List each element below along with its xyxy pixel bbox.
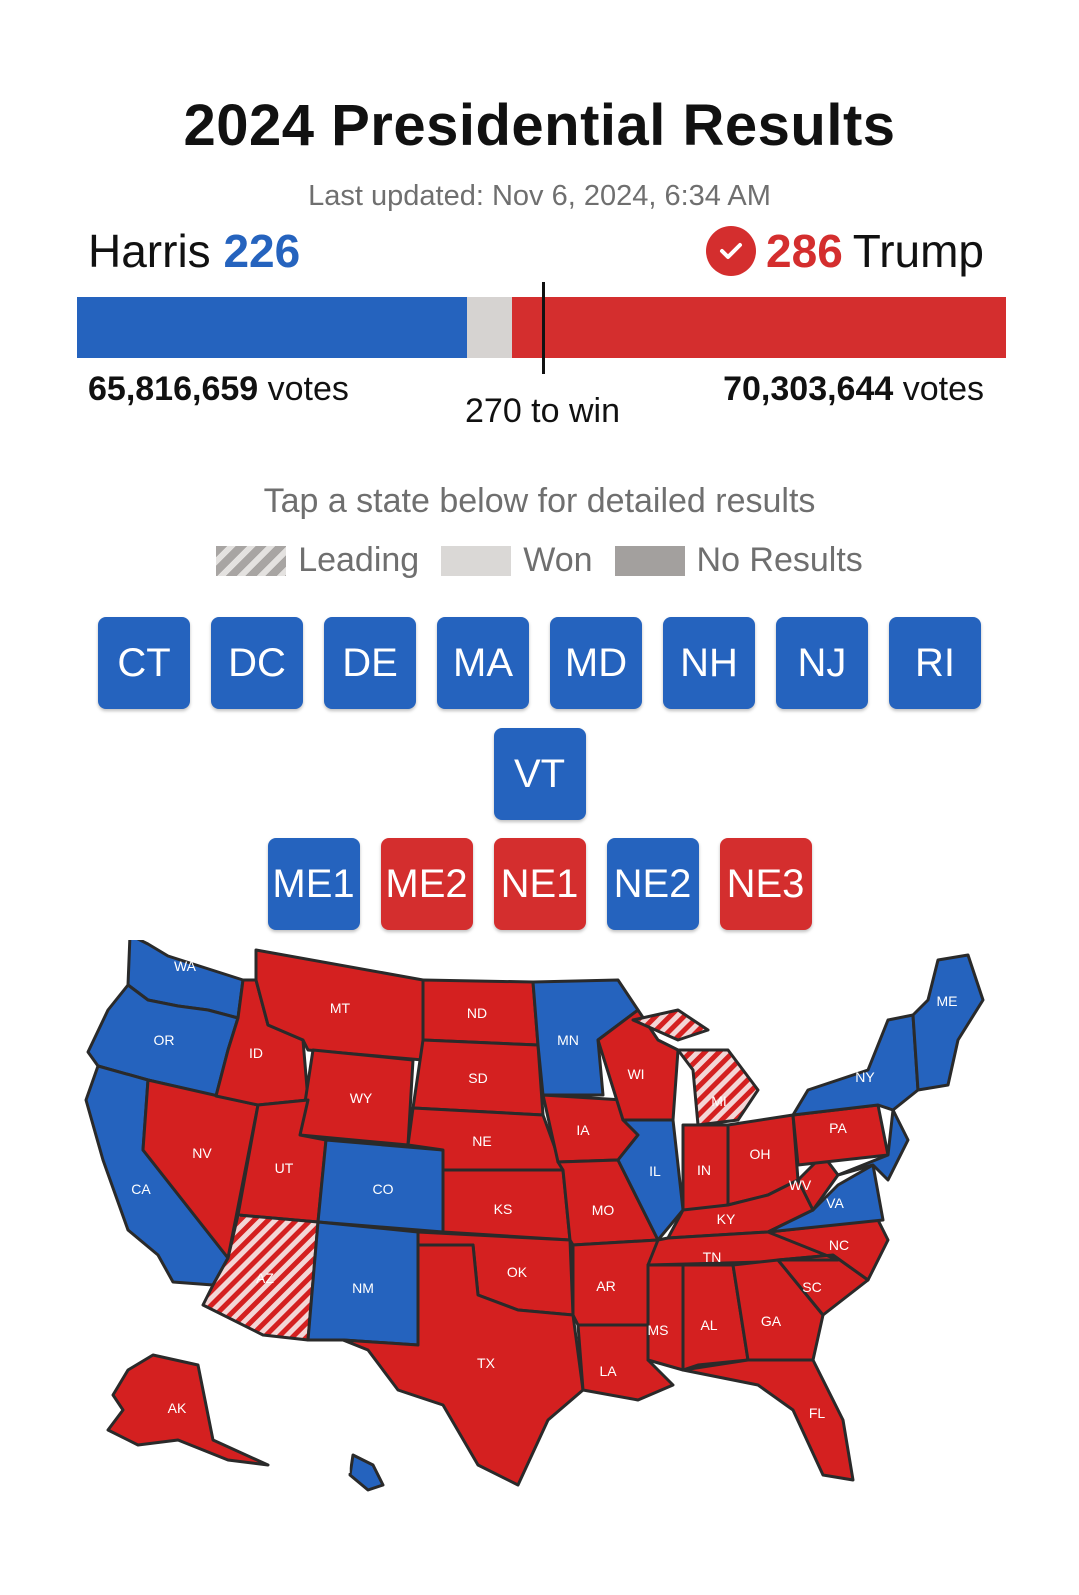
map-label-id: ID	[249, 1045, 263, 1061]
state-button-nj[interactable]: NJ	[776, 617, 868, 709]
won-swatch	[441, 546, 511, 576]
state-button-ct[interactable]: CT	[98, 617, 190, 709]
map-label-ny: NY	[855, 1069, 875, 1085]
legend-no-results-label: No Results	[696, 541, 863, 579]
district-button-ne3[interactable]: NE3	[720, 838, 812, 930]
map-label-nc: NC	[828, 1237, 850, 1253]
legend-leading-label: Leading	[298, 541, 420, 579]
map-label-sc: SC	[802, 1279, 822, 1295]
trump-votes-count: 70,303,644	[723, 370, 894, 408]
map-label-me: ME	[936, 993, 958, 1009]
map-label-fl: FL	[808, 1405, 826, 1421]
district-button-me1[interactable]: ME1	[268, 838, 360, 930]
to-win-label: 270 to win	[465, 392, 620, 430]
trump-votes-suffix: votes	[902, 370, 984, 408]
map-label-ia: IA	[576, 1122, 590, 1138]
map-label-ga: GA	[760, 1313, 782, 1329]
us-map	[78, 940, 988, 1500]
map-label-al: AL	[700, 1317, 718, 1333]
map-label-nd: ND	[466, 1005, 488, 1021]
leading-swatch	[216, 546, 286, 576]
instruction-text: Tap a state below for detailed results	[263, 482, 816, 520]
state-button-ma[interactable]: MA	[437, 617, 529, 709]
district-button-me2[interactable]: ME2	[381, 838, 473, 930]
harris-summary	[88, 224, 300, 278]
map-label-ne: NE	[472, 1133, 492, 1149]
state-button-vt[interactable]: VT	[494, 728, 586, 820]
map-label-ut: UT	[274, 1160, 294, 1176]
state-button-nh[interactable]: NH	[663, 617, 755, 709]
map-label-wi: WI	[627, 1066, 645, 1082]
harris-bar-segment	[77, 297, 467, 358]
map-label-nv: NV	[192, 1145, 212, 1161]
harris-electoral-votes: 226	[223, 225, 301, 277]
map-label-va: VA	[826, 1195, 844, 1211]
check-icon	[706, 226, 756, 276]
no-results-swatch	[615, 546, 685, 576]
legend-leading	[216, 541, 419, 580]
map-label-ok: OK	[506, 1264, 528, 1280]
legend-won	[441, 541, 592, 580]
state-button-dc[interactable]: DC	[211, 617, 303, 709]
small-states-row-1	[0, 617, 1079, 709]
state-ms[interactable]	[648, 1265, 683, 1370]
map-label-tx: TX	[477, 1355, 495, 1371]
last-updated: Last updated: Nov 6, 2024, 6:34 AM	[308, 180, 771, 212]
legend-won-label: Won	[523, 541, 593, 579]
map-label-ak: AK	[167, 1400, 187, 1416]
trump-electoral-votes: 286	[766, 225, 843, 277]
district-button-ne1[interactable]: NE1	[494, 838, 586, 930]
map-label-co: CO	[372, 1181, 394, 1197]
map-label-hi: HI	[337, 1460, 351, 1476]
trump-name: Trump	[852, 225, 984, 277]
map-label-wv: WV	[788, 1177, 812, 1193]
state-button-de[interactable]: DE	[324, 617, 416, 709]
legend	[0, 541, 1079, 580]
map-label-mi: MI	[711, 1093, 727, 1109]
map-label-la: LA	[599, 1363, 617, 1379]
small-states-row-2	[0, 728, 1079, 820]
map-label-ks: KS	[493, 1201, 513, 1217]
map-label-in: IN	[697, 1162, 711, 1178]
map-label-wa: WA	[173, 958, 197, 974]
page-title: 2024 Presidential Results	[183, 93, 896, 158]
map-label-mn: MN	[557, 1032, 579, 1048]
state-fl[interactable]	[683, 1360, 853, 1480]
map-label-ms: MS	[647, 1322, 669, 1338]
state-ak[interactable]	[108, 1355, 268, 1465]
map-label-mo: MO	[591, 1202, 615, 1218]
district-button-ne2[interactable]: NE2	[607, 838, 699, 930]
trump-popular-vote	[723, 370, 984, 409]
state-button-md[interactable]: MD	[550, 617, 642, 709]
state-button-ri[interactable]: RI	[889, 617, 981, 709]
state-ny[interactable]	[793, 1015, 918, 1115]
harris-votes-count: 65,816,659	[88, 370, 259, 408]
trump-summary	[706, 224, 984, 278]
harris-votes-suffix: votes	[267, 370, 349, 408]
map-label-or: OR	[153, 1032, 175, 1048]
districts-row	[0, 838, 1079, 930]
map-label-pa: PA	[829, 1120, 847, 1136]
map-label-nm: NM	[352, 1280, 374, 1296]
map-label-ky: KY	[716, 1211, 736, 1227]
state-hi[interactable]	[350, 1455, 383, 1490]
legend-no-results	[615, 541, 863, 580]
map-label-oh: OH	[749, 1146, 771, 1162]
map-label-tn: TN	[702, 1249, 722, 1265]
map-label-sd: SD	[468, 1070, 488, 1086]
map-label-wy: WY	[349, 1090, 373, 1106]
threshold-marker	[542, 282, 545, 374]
map-label-mt: MT	[329, 1000, 351, 1016]
map-label-ca: CA	[131, 1181, 151, 1197]
trump-bar-segment	[512, 297, 1006, 358]
map-label-ar: AR	[596, 1278, 616, 1294]
state-new-england[interactable]	[913, 955, 983, 1090]
map-label-il: IL	[649, 1163, 661, 1179]
map-label-az: AZ	[256, 1270, 274, 1286]
harris-name: Harris	[88, 225, 211, 277]
